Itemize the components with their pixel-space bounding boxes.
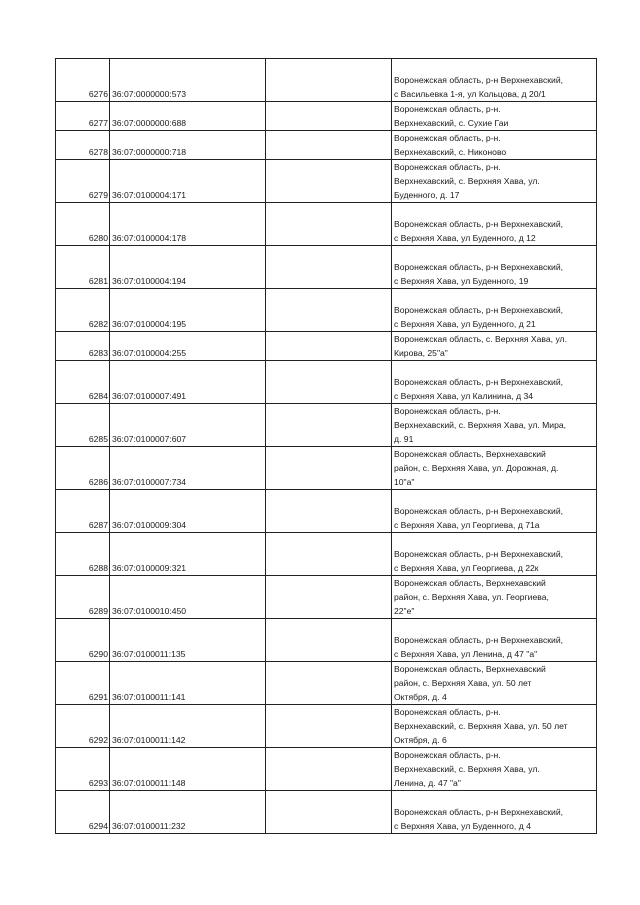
- row-number-cell: 6288: [56, 533, 110, 576]
- address-line: [394, 203, 594, 217]
- empty-cell: [266, 748, 392, 791]
- address-line: Воронежская область, р-н Верхнехавский,: [394, 549, 564, 559]
- address-line: [394, 533, 594, 547]
- cadastral-number-cell: 36:07:0000000:718: [110, 131, 266, 160]
- table-row: [56, 619, 597, 662]
- address-line: [394, 490, 594, 504]
- address-line: Воронежская область, р-н Верхнехавский,: [394, 635, 564, 645]
- row-number-cell: 6284: [56, 361, 110, 404]
- address-line: с Верхняя Хава, ул Буденного, д 21: [394, 319, 536, 329]
- row-number-cell: 6283: [56, 332, 110, 361]
- empty-cell: [266, 490, 392, 533]
- cadastral-number-cell: 36:07:0000000:688: [110, 102, 266, 131]
- table-row: [56, 203, 597, 246]
- registry-table-body: [56, 59, 597, 834]
- table-row: [56, 533, 597, 576]
- address-line: с Верхняя Хава, ул Калинина, д 34: [394, 391, 534, 401]
- cadastral-number-cell: 36:07:0100011:232: [110, 791, 266, 834]
- table-row: [56, 490, 597, 533]
- address-line: Октября, д. 6: [394, 735, 447, 745]
- address-line: [394, 59, 594, 73]
- address-cell: [392, 619, 597, 662]
- table-row: [56, 131, 597, 160]
- address-cell: [392, 576, 597, 619]
- address-cell: [392, 203, 597, 246]
- address-cell: [392, 791, 597, 834]
- table-row: [56, 447, 597, 490]
- address-cell: [392, 490, 597, 533]
- address-cell: [392, 160, 597, 203]
- address-cell: [392, 533, 597, 576]
- table-row: [56, 102, 597, 131]
- address-line: Воронежская область, р-н.: [394, 104, 501, 114]
- address-line: район, с. Верхняя Хава, ул. Дорожная, д.: [394, 463, 559, 473]
- address-line: Воронежская область, р-н.: [394, 750, 501, 760]
- address-line: с Верхняя Хава, ул Георгиева, д 71а: [394, 520, 540, 530]
- address-line: Буденного, д. 17: [394, 190, 460, 200]
- cadastral-number-cell: 36:07:0100011:141: [110, 662, 266, 705]
- table-row: [56, 748, 597, 791]
- table-row: [56, 59, 597, 102]
- address-line: Октября, д. 4: [394, 692, 447, 702]
- row-number-cell: 6276: [56, 59, 110, 102]
- address-line: с Верхняя Хава, ул Буденного, 19: [394, 276, 529, 286]
- address-line: [394, 361, 594, 375]
- address-line: 22"е": [394, 606, 415, 616]
- address-cell: [392, 59, 597, 102]
- address-cell: [392, 361, 597, 404]
- cadastral-number-cell: 36:07:0100004:171: [110, 160, 266, 203]
- table-row: [56, 246, 597, 289]
- empty-cell: [266, 447, 392, 490]
- cadastral-number-cell: 36:07:0100004:194: [110, 246, 266, 289]
- address-line: 10"а": [394, 477, 415, 487]
- address-line: Кирова, 25"а": [394, 348, 448, 358]
- cadastral-number-cell: 36:07:0100004:255: [110, 332, 266, 361]
- address-line: с Верхняя Хава, ул Буденного, д 12: [394, 233, 536, 243]
- cadastral-number-cell: 36:07:0100011:148: [110, 748, 266, 791]
- empty-cell: [266, 705, 392, 748]
- cadastral-number-cell: 36:07:0100010:450: [110, 576, 266, 619]
- address-line: Воронежская область, р-н Верхнехавский,: [394, 75, 564, 85]
- table-row: [56, 791, 597, 834]
- empty-cell: [266, 160, 392, 203]
- empty-cell: [266, 404, 392, 447]
- table-row: [56, 404, 597, 447]
- cadastral-number-cell: 36:07:0100007:734: [110, 447, 266, 490]
- row-number-cell: 6287: [56, 490, 110, 533]
- address-line: Воронежская область, с. Верхняя Хава, ул.: [394, 334, 567, 344]
- address-line: [394, 791, 594, 805]
- address-line: Воронежская область, Верхнехавский: [394, 578, 546, 588]
- row-number-cell: 6277: [56, 102, 110, 131]
- empty-cell: [266, 533, 392, 576]
- address-line: с Васильевка 1-я, ул Кольцова, д 20/1: [394, 89, 546, 99]
- address-line: Ленина, д. 47 "а": [394, 778, 461, 788]
- row-number-cell: 6285: [56, 404, 110, 447]
- address-line: Воронежская область, р-н Верхнехавский,: [394, 219, 564, 229]
- address-cell: [392, 404, 597, 447]
- cadastral-number-cell: 36:07:0100007:491: [110, 361, 266, 404]
- empty-cell: [266, 102, 392, 131]
- empty-cell: [266, 576, 392, 619]
- row-number-cell: 6293: [56, 748, 110, 791]
- address-line: Воронежская область, Верхнехавский: [394, 449, 546, 459]
- table-row: [56, 662, 597, 705]
- cadastral-number-cell: 36:07:0100004:195: [110, 289, 266, 332]
- empty-cell: [266, 361, 392, 404]
- address-line: Верхнехавский, с. Верхняя Хава, ул.: [394, 764, 540, 774]
- empty-cell: [266, 131, 392, 160]
- address-line: Воронежская область, р-н Верхнехавский,: [394, 807, 564, 817]
- address-line: д. 91: [394, 434, 414, 444]
- address-line: Верхнехавский, с. Сухие Гаи: [394, 118, 509, 128]
- address-cell: [392, 332, 597, 361]
- address-line: с Верхняя Хава, ул Георгиева, д 22к: [394, 563, 539, 573]
- table-row: [56, 705, 597, 748]
- empty-cell: [266, 246, 392, 289]
- address-line: район, с. Верхняя Хава, ул. Георгиева,: [394, 592, 549, 602]
- row-number-cell: 6280: [56, 203, 110, 246]
- cadastral-number-cell: 36:07:0100004:178: [110, 203, 266, 246]
- address-cell: [392, 447, 597, 490]
- table-row: [56, 289, 597, 332]
- address-line: Верхнехавский, с. Верхняя Хава, ул. Мира,: [394, 420, 567, 430]
- address-line: Воронежская область, р-н Верхнехавский,: [394, 262, 564, 272]
- empty-cell: [266, 619, 392, 662]
- row-number-cell: 6282: [56, 289, 110, 332]
- address-line: Верхнехавский, с. Верхняя Хава, ул.: [394, 176, 540, 186]
- cadastral-number-cell: 36:07:0100007:607: [110, 404, 266, 447]
- address-line: Воронежская область, р-н.: [394, 406, 501, 416]
- row-number-cell: 6278: [56, 131, 110, 160]
- table-row: [56, 361, 597, 404]
- address-cell: [392, 748, 597, 791]
- address-line: [394, 289, 594, 303]
- table-row: [56, 160, 597, 203]
- empty-cell: [266, 59, 392, 102]
- row-number-cell: 6291: [56, 662, 110, 705]
- table-row: [56, 332, 597, 361]
- row-number-cell: 6290: [56, 619, 110, 662]
- row-number-cell: 6289: [56, 576, 110, 619]
- cadastral-number-cell: 36:07:0100009:304: [110, 490, 266, 533]
- cadastral-number-cell: 36:07:0000000:573: [110, 59, 266, 102]
- row-number-cell: 6294: [56, 791, 110, 834]
- address-cell: [392, 246, 597, 289]
- address-line: Воронежская область, р-н Верхнехавский,: [394, 377, 564, 387]
- empty-cell: [266, 203, 392, 246]
- address-line: [394, 246, 594, 260]
- document-page: [55, 58, 583, 834]
- address-cell: [392, 102, 597, 131]
- address-line: с Верхняя Хава, ул Ленина, д 47 "а": [394, 649, 538, 659]
- registry-table: [55, 58, 597, 834]
- cadastral-number-cell: 36:07:0100011:142: [110, 705, 266, 748]
- address-cell: [392, 705, 597, 748]
- empty-cell: [266, 662, 392, 705]
- address-line: район, с. Верхняя Хава, ул. 50 лет: [394, 678, 532, 688]
- row-number-cell: 6281: [56, 246, 110, 289]
- cadastral-number-cell: 36:07:0100009:321: [110, 533, 266, 576]
- address-line: с Верхняя Хава, ул Буденного, д 4: [394, 821, 531, 831]
- address-cell: [392, 662, 597, 705]
- address-line: Воронежская область, Верхнехавский: [394, 664, 546, 674]
- row-number-cell: 6292: [56, 705, 110, 748]
- address-line: Воронежская область, р-н Верхнехавский,: [394, 506, 564, 516]
- address-cell: [392, 131, 597, 160]
- address-line: [394, 619, 594, 633]
- address-line: Воронежская область, р-н.: [394, 133, 501, 143]
- address-line: Воронежская область, р-н.: [394, 162, 501, 172]
- empty-cell: [266, 791, 392, 834]
- empty-cell: [266, 332, 392, 361]
- row-number-cell: 6286: [56, 447, 110, 490]
- address-line: Воронежская область, р-н.: [394, 707, 501, 717]
- address-line: Верхнехавский, с. Никоново: [394, 147, 507, 157]
- address-line: Верхнехавский, с. Верхняя Хава, ул. 50 лет: [394, 721, 568, 731]
- cadastral-number-cell: 36:07:0100011:135: [110, 619, 266, 662]
- empty-cell: [266, 289, 392, 332]
- row-number-cell: 6279: [56, 160, 110, 203]
- address-line: Воронежская область, р-н Верхнехавский,: [394, 305, 564, 315]
- address-cell: [392, 289, 597, 332]
- table-row: [56, 576, 597, 619]
